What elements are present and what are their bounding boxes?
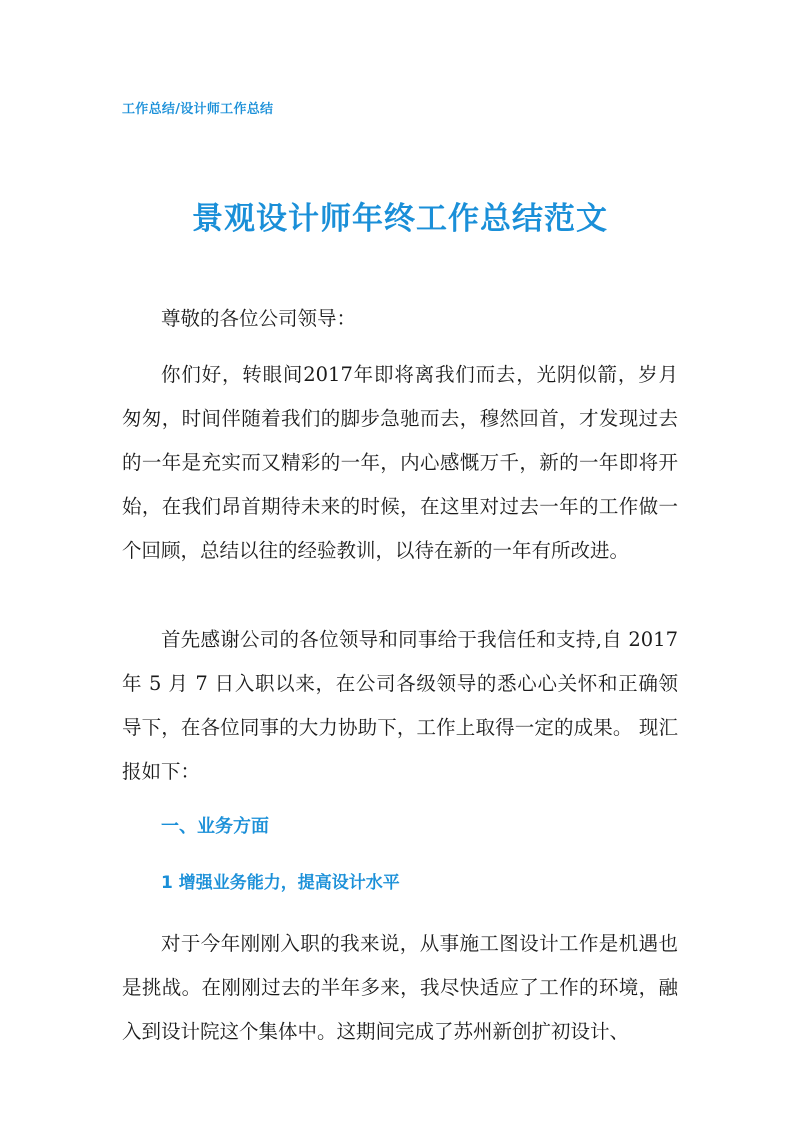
- paragraph-intro: 你们好，转眼间2017年即将离我们而去，光阴似箭，岁月匆匆，时间伴随着我们的脚步急驰而去，穆然回首，才发现过去的一年是充实而又精彩的一年，内心感慨万千，新的一年即将开始，在我们昂首期待未来的时候，在这里对过去一年的工作做一个回顾，总结以往的经验教训，以待在新的一年有所改进。: [122, 363, 678, 562]
- section-heading: 一、业务方面: [161, 816, 269, 837]
- salutation: 尊敬的各位公司领导：: [161, 307, 357, 330]
- page-title: 景观设计师年终工作总结范文: [192, 201, 608, 237]
- paragraph-thanks: 首先感谢公司的各位领导和同事给于我信任和支持,自 2017年 5 月 7 日入职以来，在公司各级领导的悉心心关怀和正确领导下，在各位同事的大力协助下，工作上取得一定的成果。 现汇报如下：: [122, 628, 678, 783]
- breadcrumb: 工作总结/设计师工作总结: [122, 102, 274, 117]
- subsection-heading: 1 增强业务能力，提高设计水平: [161, 873, 400, 893]
- paragraph-business: 对于今年刚刚入职的我来说，从事施工图设计工作是机遇也是挑战。在刚刚过去的半年多来，我尽快适应了工作的环境，融入到设计院这个集体中。这期间完成了苏州新创扩初设计、: [122, 932, 678, 1043]
